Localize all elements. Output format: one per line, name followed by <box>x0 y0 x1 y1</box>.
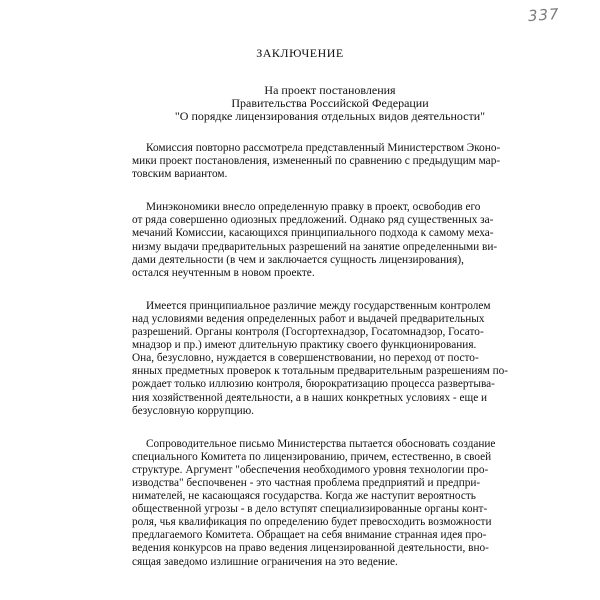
text-line: товским вариантом. <box>132 168 228 181</box>
paragraph-4 <box>132 438 517 569</box>
text-line: рождает только иллюзию контроля, бюрократизацию процесса развертыва- <box>132 378 495 391</box>
text-line: мики проект постановления, измененный по сравнению с предыдущим мар- <box>132 155 501 168</box>
text-line: Сопроводительное письмо Министерства пытается обосновать создание <box>146 437 496 450</box>
text-line: нимателей, не касающаяся государства. Когда же наступит вероятность <box>132 490 476 503</box>
subtitle-line: "О порядке лицензирования отдельных видов деятельности" <box>174 109 486 123</box>
paragraph-3 <box>132 300 517 418</box>
document-subtitle <box>130 84 530 123</box>
text-line: Имеется принципиальное различие между государственным контролем <box>146 299 491 312</box>
subtitle-line: На проект постановления <box>264 83 396 97</box>
text-line: дами деятельности (в чем и заключается сущность лицензирования), <box>132 253 464 266</box>
text-line: сящая заведомо излишние ограничения на это ведение. <box>132 555 398 568</box>
text-line: Комиссия повторно рассмотрела представленный Министерством Эконо- <box>146 142 501 154</box>
text-line: от ряда совершенно одиозных предложений. Однако ряд существенных за- <box>132 214 494 227</box>
text-line: остался неучтенным в новом проекте. <box>132 266 315 279</box>
text-line: ния хозяйственной деятельности, а в наших конкретных условиях - еще и <box>132 391 488 404</box>
page-number-annotation: 337 <box>527 4 561 26</box>
text-line: ведения конкурсов на право ведения лицензированной деятельности, вно- <box>132 542 489 555</box>
paragraph-1 <box>132 142 517 181</box>
subtitle-line: Правительства Российской Федерации <box>231 96 429 110</box>
text-line: янных предметных проверок к тотальным предварительным разрешениям по- <box>132 365 509 378</box>
text-line: структуре. Аргумент "обеспечения необходимого уровня технологии про- <box>132 463 489 476</box>
text-line: роля, чья квалификация по определению будет превосходить возможности <box>132 516 492 529</box>
text-line: общественной угрозы - в дело вступят специализированные органы конт- <box>132 503 488 516</box>
text-line: разрешений. Органы контроля (Госгортехнадзор, Госатомнадзор, Госато- <box>132 326 484 339</box>
text-line: над условиями ведения определенных работ и выдачей предварительных <box>132 312 485 325</box>
text-line: Она, безусловно, нуждается в совершенствовании, но переход от посто- <box>132 352 479 365</box>
text-line: мечаний Комиссии, касающихся принципиального подхода к самому меха- <box>132 227 494 240</box>
text-line: низму выдачи предварительных разрешений на занятие определенными ви- <box>132 240 498 253</box>
text-line: безусловную коррупцию. <box>132 404 254 417</box>
paragraph-2 <box>132 201 517 280</box>
document-title: ЗАКЛЮЧЕНИЕ <box>256 46 344 60</box>
text-line: мнадзор и пр.) имеют длительную практику своего функционирования. <box>132 339 477 352</box>
text-line: предлагаемого Комитета. Обращает на себя внимание странная идея про- <box>132 529 487 542</box>
text-line: специального Комитета по лицензированию, причем, естественно, в своей <box>132 450 492 463</box>
document-body <box>132 142 517 589</box>
text-line: Минэкономики внесло определенную правку в проект, освободив его <box>146 201 481 214</box>
text-line: изводства" беспочвенен - это частная проблема предприятий и предпри- <box>132 476 481 489</box>
